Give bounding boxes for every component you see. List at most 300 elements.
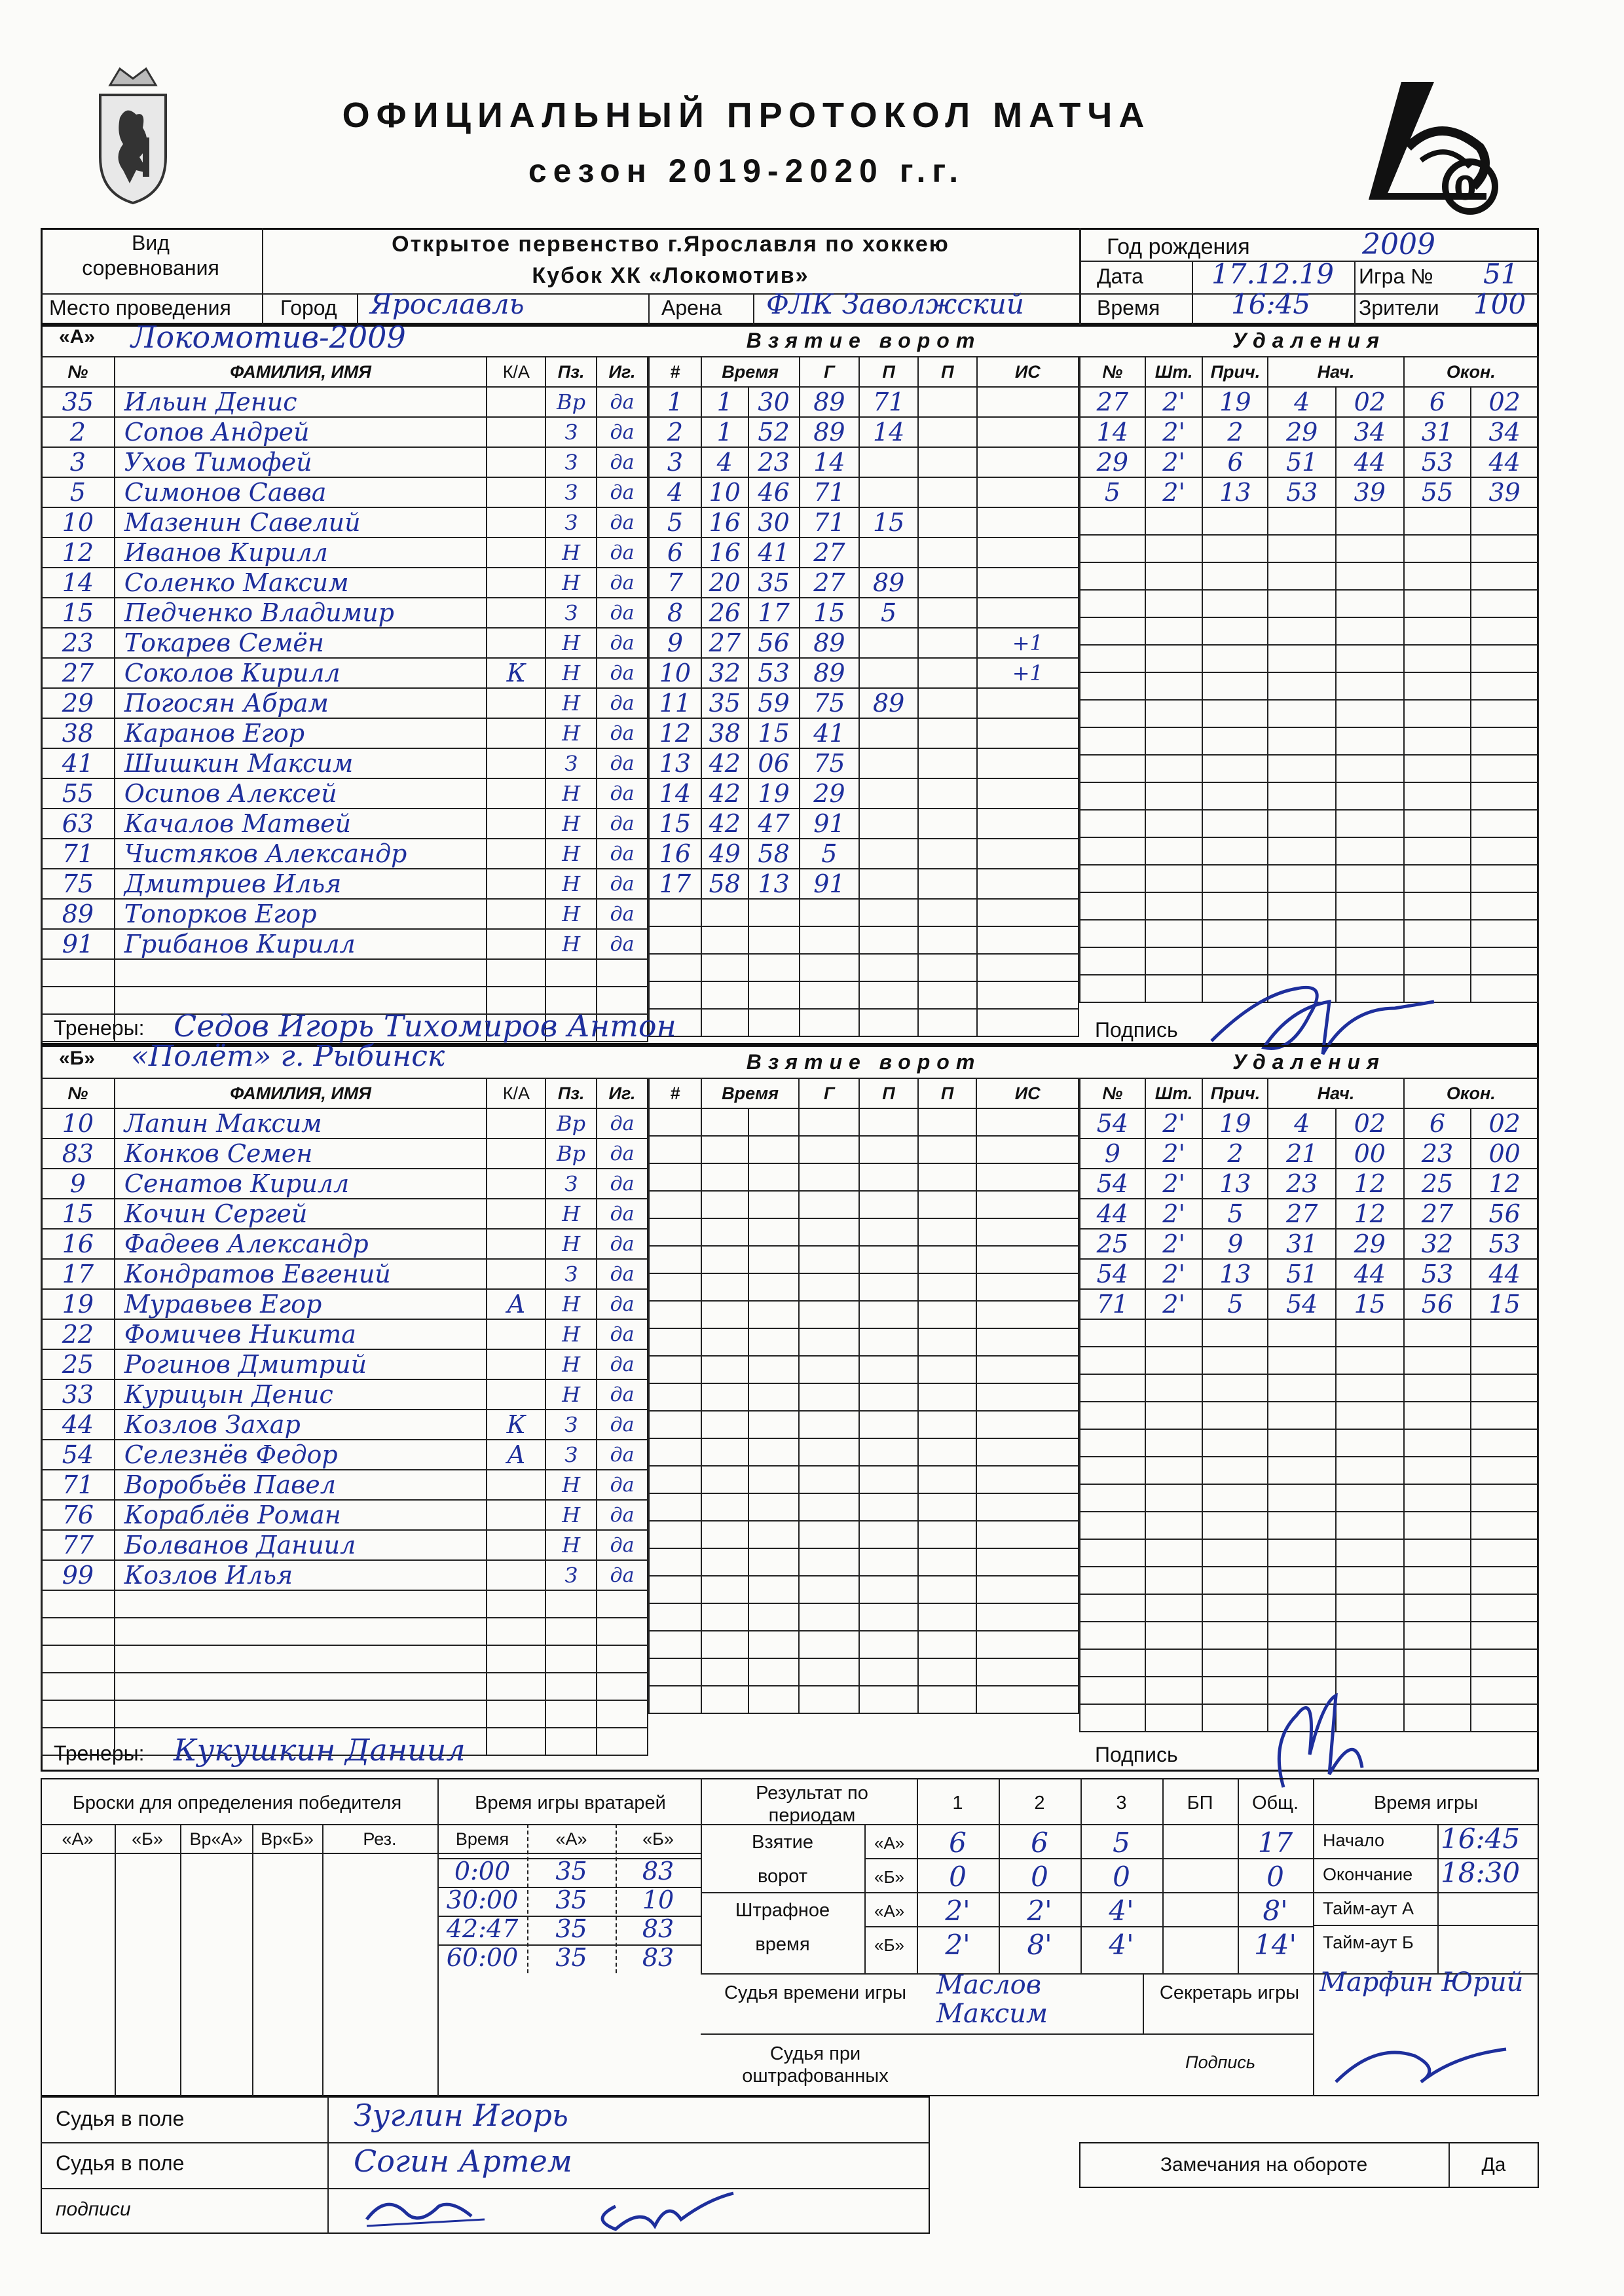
- goal-row: [649, 538, 1079, 568]
- penalty-minutes: 2': [1145, 1229, 1203, 1259]
- player-position: Н: [545, 1319, 597, 1349]
- goal-second: [748, 1301, 800, 1328]
- team-a-goals-table: [648, 356, 1079, 1037]
- goal-scorer: [799, 1191, 859, 1218]
- penalty-row: [1080, 837, 1538, 865]
- penalty-reason: [1202, 1402, 1268, 1429]
- player-name: Сопов Андрей: [115, 417, 487, 447]
- goal-number: 12: [649, 718, 701, 748]
- penalty-end-sec: [1471, 1649, 1538, 1677]
- penalty-player: [1080, 507, 1145, 535]
- goal-scorer: 14: [800, 447, 860, 477]
- goal-situation: [977, 447, 1079, 477]
- goal-row: [649, 869, 1079, 899]
- goal-scorer: [799, 1493, 859, 1521]
- penalty-end-min: [1404, 837, 1471, 865]
- goal-minute: [701, 1136, 748, 1163]
- penalty-reason: 13: [1202, 1259, 1268, 1289]
- penalty-end-sec: [1471, 562, 1538, 590]
- penalty-end-min: [1404, 1402, 1471, 1429]
- goal-minute: [701, 1108, 748, 1136]
- goal-row: [649, 1273, 1079, 1301]
- player-number: [41, 1700, 115, 1728]
- col-ig: Иг.: [597, 357, 648, 387]
- col-pen-num: №: [1080, 357, 1145, 387]
- goal-number: [649, 954, 701, 981]
- goal-number: [649, 1301, 701, 1328]
- goal-number: [649, 1411, 701, 1438]
- goal-assist-2: [918, 1631, 977, 1658]
- penalty-end-min: [1404, 1429, 1471, 1457]
- penalty-start-min: [1268, 1374, 1336, 1402]
- player-row: [41, 959, 648, 987]
- penalty-end-min: [1404, 507, 1471, 535]
- goal-number: 9: [649, 628, 701, 658]
- goal-row: [649, 477, 1079, 507]
- goal-assist-1: [859, 1576, 918, 1603]
- penalty-end-sec: [1471, 645, 1538, 672]
- goal-assist-1: [859, 718, 918, 748]
- goals-row-label-1: Взятие: [752, 1832, 813, 1853]
- time-judge-label: Судья времени игры: [724, 1982, 907, 2003]
- player-position: Н: [545, 1379, 597, 1410]
- goal-minute: 42: [701, 778, 748, 809]
- goal-minute: [701, 1301, 748, 1328]
- penalty-end-sec: [1471, 1567, 1538, 1594]
- goal-minute: [701, 1328, 748, 1356]
- penalty-row: [1080, 447, 1538, 477]
- goal-assist-2: [918, 417, 977, 447]
- player-number: 76: [41, 1500, 115, 1530]
- timeout-b-label: Тайм-аут Б: [1323, 1933, 1414, 1952]
- game-no-label: Игра №: [1359, 264, 1433, 288]
- penalty-player: 27: [1080, 387, 1145, 417]
- player-name: Кораблёв Роман: [115, 1500, 487, 1530]
- player-number: 5: [41, 477, 115, 507]
- penalty-row: [1080, 755, 1538, 782]
- player-role: [487, 507, 545, 538]
- penalty-player: [1080, 1649, 1145, 1677]
- player-position: З: [545, 1560, 597, 1590]
- goal-assist-1: 15: [859, 507, 918, 538]
- penalty-player: [1080, 535, 1145, 562]
- penalty-player: [1080, 1594, 1145, 1622]
- goal-row: [649, 1466, 1079, 1493]
- player-position: Н: [545, 1530, 597, 1560]
- player-row: [41, 869, 648, 899]
- player-row: [41, 839, 648, 869]
- penalty-player: [1080, 1457, 1145, 1484]
- penalty-minutes: [1145, 1457, 1203, 1484]
- team-a-players-table: [41, 356, 648, 1042]
- goal-row: [649, 447, 1079, 477]
- end-value: 18:30: [1441, 1857, 1521, 1889]
- goal-number: 17: [649, 869, 701, 899]
- penalty-player: [1080, 700, 1145, 727]
- penalty-end-min: [1404, 1484, 1471, 1512]
- goal-row: [649, 1356, 1079, 1383]
- goal-assist-2: [918, 1603, 977, 1631]
- player-position: З: [545, 417, 597, 447]
- penalty-start-min: [1268, 672, 1336, 700]
- goal-row: [649, 1218, 1079, 1246]
- penalty-end-min: 6: [1404, 1108, 1471, 1139]
- penalty-player: 54: [1080, 1108, 1145, 1139]
- penalty-player: [1080, 727, 1145, 755]
- player-played: да: [597, 809, 648, 839]
- goal-scorer: [800, 899, 860, 926]
- goal-number: [649, 1493, 701, 1521]
- penalty-end-sec: [1471, 1512, 1538, 1539]
- penalty-reason: [1202, 892, 1268, 920]
- period-goals_a-1: 6: [1031, 1827, 1048, 1859]
- penalty-start-min: [1268, 535, 1336, 562]
- goal-assist-1: 71: [859, 387, 918, 417]
- player-number: 19: [41, 1289, 115, 1319]
- period-pen_b-4: 14': [1254, 1929, 1297, 1961]
- goal-scorer: [799, 1438, 859, 1466]
- penalty-end-min: [1404, 1567, 1471, 1594]
- col-pz: Пз.: [545, 357, 597, 387]
- player-played: да: [597, 1229, 648, 1259]
- goal-situation: [976, 1603, 1079, 1631]
- goalie-row-t: 60:00: [446, 1943, 519, 1972]
- goal-second: 52: [748, 417, 800, 447]
- player-number: 71: [41, 1470, 115, 1500]
- goalie-row-a: 35: [555, 1857, 587, 1886]
- goal-number: [649, 1631, 701, 1658]
- goal-assist-1: [859, 778, 918, 809]
- period-pen_a-1: 2': [1027, 1895, 1052, 1927]
- penalty-minutes: [1145, 1622, 1203, 1649]
- player-position: [545, 1728, 597, 1755]
- player-role: [487, 1560, 545, 1590]
- penalty-minutes: [1145, 590, 1203, 617]
- penalty-end-sec: 39: [1471, 477, 1538, 507]
- goal-row: [649, 387, 1079, 417]
- penalty-start-sec: [1336, 1319, 1404, 1347]
- shootout-col-4: Рез.: [363, 1829, 397, 1849]
- goal-second: 56: [748, 628, 800, 658]
- penalty-player: [1080, 1484, 1145, 1512]
- col-pen-num: №: [1080, 1078, 1145, 1108]
- player-played: да: [597, 1108, 648, 1139]
- referee-1-name: Зуглин Игорь: [354, 2098, 568, 2133]
- goal-second: [748, 1631, 800, 1658]
- penalty-end-sec: [1471, 1457, 1538, 1484]
- period-pen_a-2: 4': [1109, 1895, 1134, 1927]
- player-played: да: [597, 1259, 648, 1289]
- penalty-row: [1080, 1594, 1538, 1622]
- period-pen_b-1: 8': [1027, 1929, 1052, 1961]
- goal-assist-2: [918, 1466, 977, 1493]
- team-a-tag: «А»: [59, 326, 96, 348]
- goal-row: [649, 568, 1079, 598]
- goal-minute: [701, 1493, 748, 1521]
- goalie-row-t: 42:47: [446, 1914, 519, 1943]
- goal-assist-2: [918, 809, 977, 839]
- goal-second: [748, 899, 800, 926]
- goal-minute: 4: [701, 447, 748, 477]
- goal-assist-2: [918, 1301, 977, 1328]
- goal-assist-2: [918, 748, 977, 778]
- penalty-start-min: 4: [1268, 387, 1336, 417]
- penalty-player: [1080, 617, 1145, 645]
- penalty-reason: [1202, 507, 1268, 535]
- penalty-reason: [1202, 535, 1268, 562]
- goal-row: [649, 658, 1079, 688]
- goal-minute: 1: [701, 417, 748, 447]
- player-row: [41, 929, 648, 959]
- penalty-row: [1080, 1139, 1538, 1169]
- penalty-end-sec: 53: [1471, 1229, 1538, 1259]
- goal-situation: [977, 809, 1079, 839]
- penalty-end-sec: [1471, 700, 1538, 727]
- goalie-col-0: Время: [455, 1829, 509, 1849]
- player-role: [487, 1590, 545, 1618]
- goal-minute: 16: [701, 538, 748, 568]
- goal-assist-2: [918, 981, 977, 1009]
- player-role: [487, 1319, 545, 1349]
- penalty-minutes: [1145, 1484, 1203, 1512]
- penalty-end-sec: [1471, 782, 1538, 810]
- player-played: да: [597, 1379, 648, 1410]
- player-played: да: [597, 778, 648, 809]
- player-played: [597, 1645, 648, 1673]
- penalty-start-min: [1268, 727, 1336, 755]
- penalty-start-sec: 12: [1336, 1199, 1404, 1229]
- goal-minute: 42: [701, 809, 748, 839]
- player-played: [597, 1700, 648, 1728]
- player-row: [41, 1259, 648, 1289]
- penalty-player: 54: [1080, 1259, 1145, 1289]
- goal-number: [649, 1108, 701, 1136]
- period-pen_b-2: 4': [1109, 1929, 1134, 1961]
- penalty-player: [1080, 1622, 1145, 1649]
- goal-minute: [701, 1658, 748, 1686]
- player-played: [597, 959, 648, 987]
- penalty-start-sec: [1336, 1649, 1404, 1677]
- goal-situation: [976, 1218, 1079, 1246]
- player-row: [41, 1169, 648, 1199]
- penalty-row: [1080, 507, 1538, 535]
- penalty-end-sec: [1471, 1704, 1538, 1732]
- penalty-reason: [1202, 1457, 1268, 1484]
- goal-minute: 49: [701, 839, 748, 869]
- penalty-start-sec: [1336, 755, 1404, 782]
- goal-row: [649, 1411, 1079, 1438]
- col-ka: К/А: [487, 1078, 545, 1108]
- player-name: Мазенин Савелий: [115, 507, 487, 538]
- player-row: [41, 538, 648, 568]
- penalty-start-min: [1268, 1347, 1336, 1374]
- goal-assist-2: [918, 1246, 977, 1273]
- goal-row: [649, 1493, 1079, 1521]
- penalty-start-sec: 29: [1336, 1229, 1404, 1259]
- penalty-minutes: [1145, 507, 1203, 535]
- goal-situation: [977, 954, 1079, 981]
- goal-row: [649, 748, 1079, 778]
- penalty-minutes: [1145, 865, 1203, 892]
- player-position: [545, 959, 597, 987]
- penalty-end-sec: 15: [1471, 1289, 1538, 1319]
- goal-second: 59: [748, 688, 800, 718]
- goal-row: [649, 598, 1079, 628]
- goal-second: [748, 1466, 800, 1493]
- penalty-row: [1080, 1402, 1538, 1429]
- penalty-start-sec: [1336, 892, 1404, 920]
- goal-minute: 10: [701, 477, 748, 507]
- goal-minute: 35: [701, 688, 748, 718]
- penalty-end-sec: [1471, 590, 1538, 617]
- penalty-reason: 2: [1202, 1139, 1268, 1169]
- player-role: [487, 1379, 545, 1410]
- player-row: [41, 658, 648, 688]
- player-role: [487, 1500, 545, 1530]
- player-played: да: [597, 929, 648, 959]
- goal-row: [649, 1658, 1079, 1686]
- start-label: Начало: [1323, 1831, 1385, 1850]
- penalty-end-sec: [1471, 1484, 1538, 1512]
- penalty-end-min: [1404, 1512, 1471, 1539]
- place-label: Место проведения: [49, 296, 231, 319]
- player-role: [487, 598, 545, 628]
- goal-assist-1: [859, 926, 918, 954]
- period-pen_a-4: 8': [1263, 1895, 1288, 1927]
- player-name: Козлов Захар: [115, 1410, 487, 1440]
- goal-assist-1: [859, 1301, 918, 1328]
- team-a-coaches: Седов Игорь Тихомиров Антон: [174, 1008, 676, 1044]
- penalty-minutes: [1145, 755, 1203, 782]
- goal-minute: [701, 1411, 748, 1438]
- goal-situation: [976, 1356, 1079, 1383]
- goal-minute: [701, 1466, 748, 1493]
- penalty-end-min: [1404, 1622, 1471, 1649]
- goal-situation: [976, 1631, 1079, 1658]
- col-assist-1: П: [859, 1078, 918, 1108]
- penalty-minutes: [1145, 1429, 1203, 1457]
- goal-second: [748, 1246, 800, 1273]
- goal-second: [748, 1576, 800, 1603]
- penalty-start-min: [1268, 1512, 1336, 1539]
- goal-assist-1: [859, 1218, 918, 1246]
- player-number: 91: [41, 929, 115, 959]
- penalty-end-sec: [1471, 1374, 1538, 1402]
- penalty-player: [1080, 810, 1145, 837]
- goal-minute: [701, 954, 748, 981]
- penalty-reason: 6: [1202, 447, 1268, 477]
- player-position: З: [545, 1440, 597, 1470]
- player-played: да: [597, 1199, 648, 1229]
- penalty-row: [1080, 1567, 1538, 1594]
- goal-assist-1: [859, 538, 918, 568]
- goal-assist-2: [918, 1356, 977, 1383]
- player-played: да: [597, 417, 648, 447]
- goal-row: [649, 1521, 1079, 1548]
- player-name: Симонов Савва: [115, 477, 487, 507]
- goal-number: 1: [649, 387, 701, 417]
- player-name: Муравьев Егор: [115, 1289, 487, 1319]
- penalty-end-sec: [1471, 617, 1538, 645]
- penalty-minutes: 2': [1145, 1199, 1203, 1229]
- goalie-row-a: 35: [555, 1943, 587, 1972]
- penalty-reason: [1202, 672, 1268, 700]
- goal-situation: [976, 1521, 1079, 1548]
- player-row: [41, 1618, 648, 1645]
- penalty-end-sec: 44: [1471, 447, 1538, 477]
- lokomotiv-logo: [1362, 75, 1503, 219]
- goal-scorer: 71: [800, 477, 860, 507]
- goal-scorer: [799, 1108, 859, 1136]
- player-played: да: [597, 899, 648, 929]
- goal-scorer: 71: [800, 507, 860, 538]
- penalty-player: 54: [1080, 1169, 1145, 1199]
- goal-assist-2: [918, 1411, 977, 1438]
- player-role: К: [487, 1410, 545, 1440]
- goal-number: 5: [649, 507, 701, 538]
- secretary-label: Секретарь игры: [1159, 1982, 1300, 2003]
- player-played: [597, 1590, 648, 1618]
- bottom-sign-label: Подпись: [1185, 2052, 1256, 2072]
- player-name: Чистяков Александр: [115, 839, 487, 869]
- penalty-start-sec: [1336, 837, 1404, 865]
- penalty-row: [1080, 782, 1538, 810]
- player-played: да: [597, 1530, 648, 1560]
- goal-situation: [976, 1273, 1079, 1301]
- goal-scorer: [799, 1328, 859, 1356]
- penalty-reason: [1202, 590, 1268, 617]
- penalty-row: [1080, 865, 1538, 892]
- goal-number: [649, 1548, 701, 1576]
- goal-assist-1: [859, 748, 918, 778]
- player-row: [41, 809, 648, 839]
- penalty-end-sec: [1471, 1622, 1538, 1649]
- goal-second: [748, 1328, 800, 1356]
- goal-second: 47: [748, 809, 800, 839]
- penalty-end-min: 27: [1404, 1199, 1471, 1229]
- city-label: Город: [280, 296, 337, 319]
- shootout-col-2: Вр«А»: [189, 1829, 243, 1849]
- goal-situation: [977, 477, 1079, 507]
- player-name: [115, 1590, 487, 1618]
- team-b-penalties-title: Удаления: [1232, 1050, 1386, 1074]
- penalty-row: [1080, 672, 1538, 700]
- penalty-end-min: [1404, 645, 1471, 672]
- goal-assist-2: [918, 1009, 977, 1036]
- penalty-row: [1080, 920, 1538, 947]
- row-team-b-tag-2: «Б»: [874, 1935, 904, 1955]
- penalty-start-min: 4: [1268, 1108, 1336, 1139]
- penalty-reason: 13: [1202, 477, 1268, 507]
- penalty-minutes: [1145, 1374, 1203, 1402]
- player-role: [487, 959, 545, 987]
- goal-assist-2: [918, 839, 977, 869]
- player-role: [487, 1108, 545, 1139]
- penalty-minutes: 2': [1145, 417, 1203, 447]
- player-role: [487, 628, 545, 658]
- penalty-start-sec: 34: [1336, 417, 1404, 447]
- player-position: Н: [545, 1349, 597, 1379]
- goal-row: [649, 1576, 1079, 1603]
- penalty-start-sec: [1336, 672, 1404, 700]
- player-role: [487, 839, 545, 869]
- vid-label: Вид соревнования: [82, 231, 219, 280]
- goal-assist-2: [918, 387, 977, 417]
- secretary-signature: [1323, 2030, 1519, 2095]
- penalty-start-min: [1268, 810, 1336, 837]
- goal-situation: [977, 869, 1079, 899]
- penalty-player: 14: [1080, 417, 1145, 447]
